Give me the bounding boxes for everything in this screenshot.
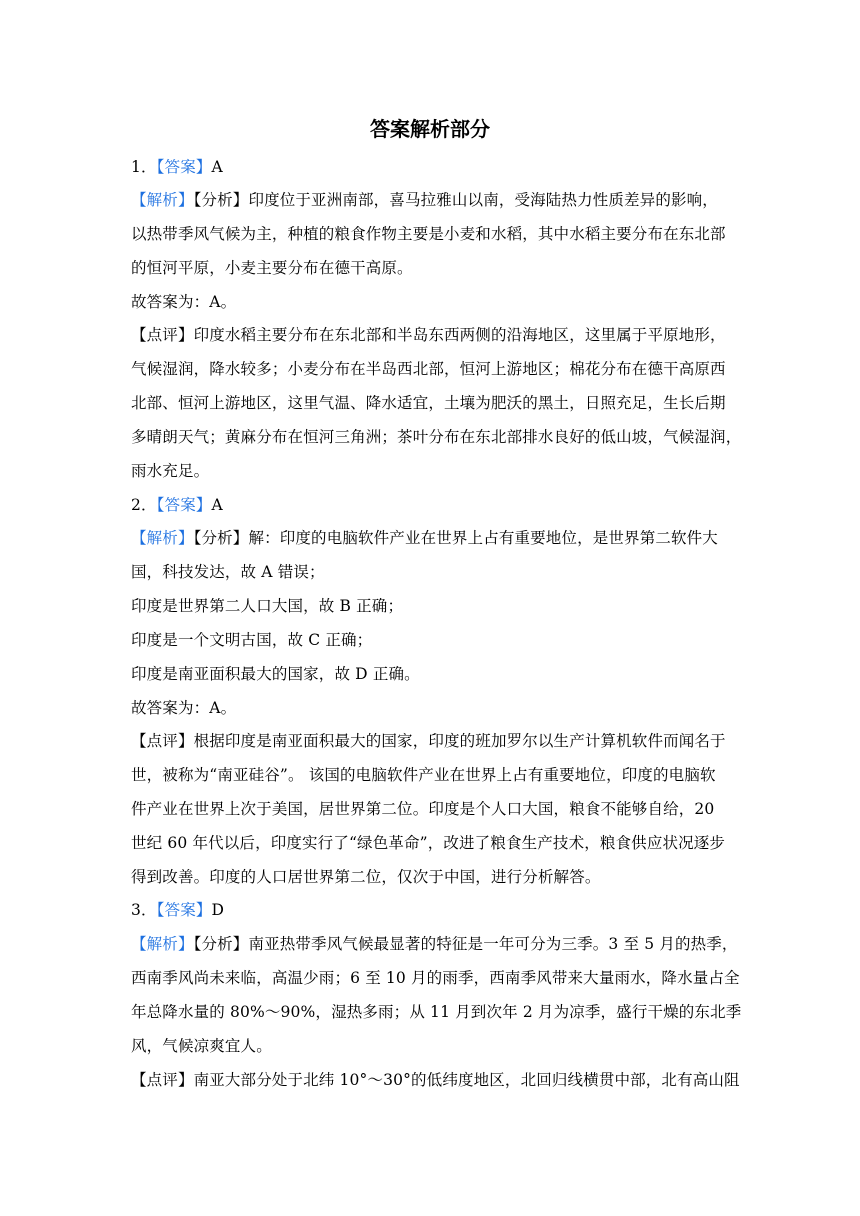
- q1-answer: A: [211, 158, 223, 176]
- q2-answer-tag: 【答案】: [156, 496, 212, 514]
- q1-analysis-line-2: 以热带季风气候为主，种植的粮食作物主要是小麦和水稻，其中水稻主要分布在东北部: [131, 225, 726, 243]
- q3-analysis-text: 【分析】南亚热带季风气候最显著的特征是一年可分为三季。3 至 5 月的热季，: [193, 935, 738, 953]
- q3-answer: D: [211, 901, 225, 919]
- q2-answer: A: [211, 496, 223, 514]
- q1-comment-line-2: 气候湿润，降水较多；小麦分布在半岛西北部，恒河上游地区；棉花分布在德干高原西: [131, 360, 726, 378]
- q2-comment-line-1: 【点评】根据印度是南亚面积最大的国家，印度的班加罗尔以生产计算机软件而闻名于: [131, 732, 726, 750]
- q1-analysis-text: 【分析】印度位于亚洲南部，喜马拉雅山以南，受海陆热力性质差异的影响，: [193, 191, 718, 209]
- q3-analysis-line-3: 年总降水量的 80%～90%，湿热多雨；从 11 月到次年 2 月为凉季，盛行干燥的东北季: [131, 1003, 742, 1021]
- q1-comment-line-5: 雨水充足。: [131, 462, 210, 480]
- q3-number: 3．: [131, 901, 157, 919]
- q2-analysis-line-5: 印度是南亚面积最大的国家，故 D 正确。: [131, 665, 420, 683]
- q2-analysis-tag: 【解析】: [131, 529, 194, 547]
- q2-analysis-text: 【分析】解：印度的电脑软件产业在世界上占有重要地位，是世界第二软件大: [193, 529, 718, 547]
- q2-analysis-line-4: 印度是一个文明古国，故 C 正确；: [131, 631, 373, 649]
- q3-analysis-tag: 【解析】: [131, 935, 194, 953]
- q2-analysis-line-1: [131, 528, 735, 548]
- q3-answer-line: [131, 900, 735, 920]
- q2-comment-line-4: 世纪 60 年代以后，印度实行了“绿色革命”，改进了粮食生产技术，粮食供应状况逐步: [131, 834, 726, 852]
- q2-comment-line-3: 件产业在世界上次于美国，居世界第二位。印度是个人口大国，粮食不能够自给，20: [131, 800, 715, 818]
- q3-analysis-line-1: [131, 934, 738, 954]
- q2-number: 2．: [131, 496, 157, 514]
- q1-comment-line-4: 多晴朗天气；黄麻分布在恒河三角洲；茶叶分布在东北部排水良好的低山坡，气候湿润，: [131, 428, 742, 446]
- q2-answer-line: [131, 495, 735, 515]
- q1-analysis-line-3: 的恒河平原，小麦主要分布在德干高原。: [131, 259, 413, 277]
- q2-conclusion: 故答案为：A。: [131, 699, 237, 717]
- q1-analysis-line-1: [131, 190, 735, 210]
- page-title: 答案解析部分: [370, 117, 490, 141]
- q1-comment-line-1: 【点评】印度水稻主要分布在东北部和半岛东西两侧的沿海地区，这里属于平原地形，: [131, 326, 726, 344]
- q1-analysis-tag: 【解析】: [131, 191, 194, 209]
- q2-analysis-line-2: 国，科技发达，故 A 错误；: [131, 563, 325, 581]
- q1-conclusion: 故答案为：A。: [131, 293, 237, 311]
- q2-analysis-line-3: 印度是世界第二人口大国，故 B 正确；: [131, 597, 404, 615]
- q3-analysis-line-2: 西南季风尚未来临，高温少雨；6 至 10 月的雨季，西南季风带来大量雨水，降水量占全: [131, 969, 740, 987]
- q2-comment-line-5: 得到改善。印度的人口居世界第二位，仅次于中国，进行分析解答。: [131, 868, 601, 886]
- q3-answer-tag: 【答案】: [156, 901, 212, 919]
- q1-answer-tag: 【答案】: [156, 158, 212, 176]
- q3-comment-line-1: 【点评】南亚大部分处于北纬 10°～30°的低纬度地区，北回归线横贯中部，北有高山阻: [131, 1071, 740, 1089]
- q1-number: 1．: [131, 158, 157, 176]
- q2-comment-line-2: 世，被称为“南亚硅谷”。 该国的电脑软件产业在世界上占有重要地位，印度的电脑软: [131, 766, 716, 784]
- q3-analysis-line-4: 风，气候凉爽宜人。: [131, 1037, 272, 1055]
- q1-comment-line-3: 北部、恒河上游地区，这里气温、降水适宜，土壤为肥沃的黑土，日照充足，生长后期: [131, 394, 726, 412]
- q1-answer-line: [131, 157, 735, 177]
